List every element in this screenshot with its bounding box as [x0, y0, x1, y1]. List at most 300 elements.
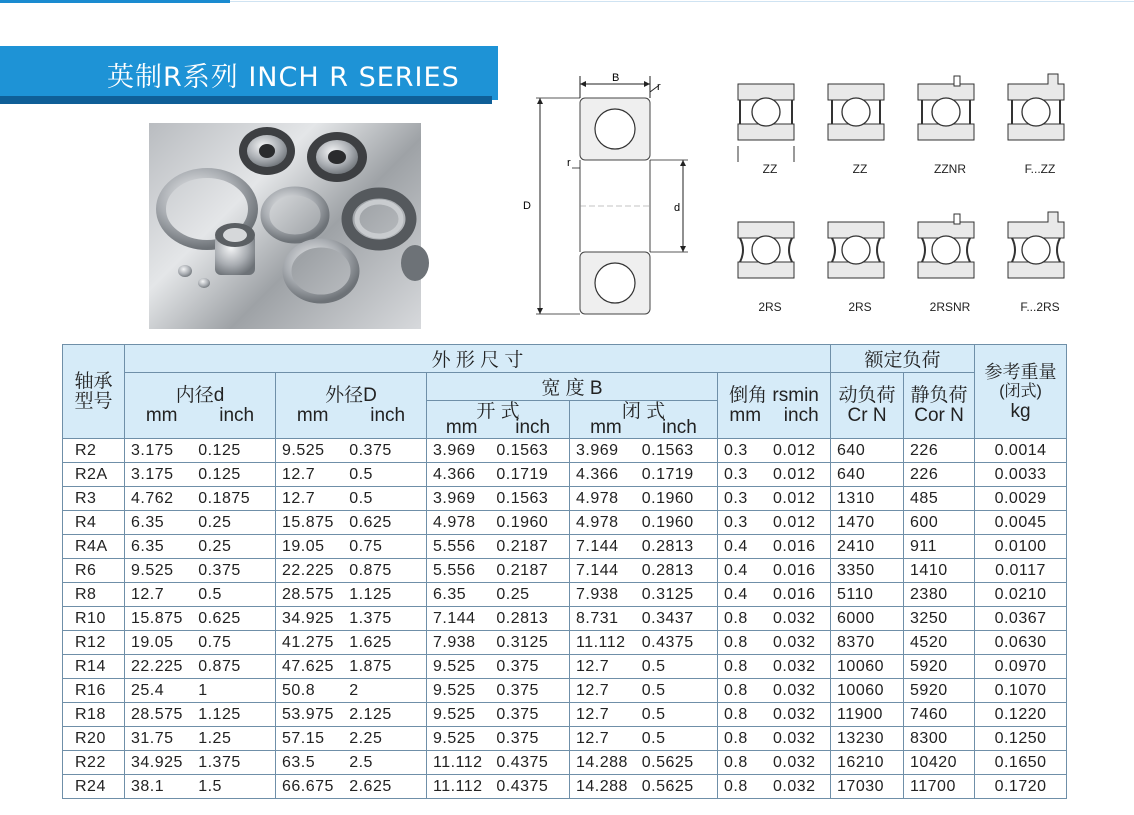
col-bore-unit-inch: inch — [219, 404, 255, 426]
cell-width-closed-mm: 12.7 — [576, 681, 610, 699]
cell-bore-mm: 12.7 — [131, 585, 165, 603]
label-r-side: r — [567, 157, 571, 169]
cell-width-closed — [570, 535, 718, 559]
table-row — [63, 463, 1067, 487]
col-chamfer-unit-inch: inch — [783, 404, 819, 426]
cell-outer-inch: 0.75 — [349, 537, 383, 555]
cell-width-closed-inch: 0.1960 — [641, 489, 694, 507]
cell-width-open-mm: 9.525 — [433, 657, 476, 675]
seal-label-4: F...ZZ — [1024, 162, 1056, 176]
label-r-top: r — [657, 81, 661, 93]
cell-width-closed-inch: 0.3125 — [641, 585, 694, 603]
cell-dynamic-load: 2410 — [831, 535, 904, 559]
cell-outer-mm: 66.675 — [282, 777, 334, 795]
cell-outer-inch: 0.5 — [349, 489, 373, 507]
cell-bore-inch: 1.25 — [198, 729, 232, 747]
top-rule-line — [230, 1, 1134, 2]
cell-chamfer — [718, 511, 831, 535]
cell-static-load: 4520 — [904, 631, 975, 655]
cell-static-load: 1410 — [904, 559, 975, 583]
cell-bore-inch: 0.375 — [198, 561, 241, 579]
cell-width-closed — [570, 775, 718, 799]
col-weight-line2: (闭式) — [999, 382, 1042, 400]
cell-width-open — [427, 463, 570, 487]
col-weight-unit: kg — [1010, 400, 1031, 422]
bearings-photo — [149, 123, 421, 329]
cell-width-open-mm: 3.969 — [433, 441, 476, 459]
cell-width-closed-inch: 0.2813 — [641, 537, 694, 555]
cell-dynamic-load: 8370 — [831, 631, 904, 655]
cell-bore — [125, 463, 276, 487]
cell-chamfer-mm: 0.4 — [724, 585, 748, 603]
cell-bore-inch: 0.875 — [198, 657, 241, 675]
col-dynamic-unit: Cr N — [847, 404, 887, 426]
cell-bore-mm: 6.35 — [131, 513, 165, 531]
table-row — [63, 439, 1067, 463]
top-rule — [0, 0, 1134, 3]
cell-width-closed-inch: 0.5 — [641, 729, 666, 747]
cell-width-open — [427, 703, 570, 727]
cell-dynamic-load: 16210 — [831, 751, 904, 775]
cell-chamfer — [718, 487, 831, 511]
cell-width-open — [427, 607, 570, 631]
cell-width-closed-mm: 14.288 — [576, 777, 628, 795]
cell-bore-mm: 9.525 — [131, 561, 174, 579]
cell-width-closed-mm: 7.938 — [576, 585, 619, 603]
cell-model: R2 — [63, 439, 125, 463]
cell-bore — [125, 583, 276, 607]
cell-bore — [125, 535, 276, 559]
top-rule-accent — [0, 0, 230, 3]
cell-outer-mm: 19.05 — [282, 537, 325, 555]
seal-type-2rs-1 — [730, 208, 810, 318]
cell-bore-inch: 0.25 — [198, 513, 232, 531]
cell-width-open-inch: 0.3125 — [496, 633, 549, 651]
table-row — [63, 511, 1067, 535]
col-width-closed-units — [570, 416, 717, 438]
cell-chamfer — [718, 535, 831, 559]
cell-static-load: 10420 — [904, 751, 975, 775]
cell-bore — [125, 775, 276, 799]
cell-width-closed-inch: 0.5 — [641, 657, 666, 675]
cell-bore-mm: 25.4 — [131, 681, 165, 699]
cell-outer-inch: 0.5 — [349, 465, 373, 483]
cell-width-closed — [570, 631, 718, 655]
cell-width-open — [427, 559, 570, 583]
cell-bore-inch: 1 — [198, 681, 208, 699]
cell-width-closed-mm: 4.366 — [576, 465, 619, 483]
cell-outer-mm: 63.5 — [282, 753, 316, 771]
label-d: d — [674, 202, 681, 214]
table-row — [63, 655, 1067, 679]
cell-weight: 0.0210 — [975, 583, 1067, 607]
cell-width-closed — [570, 703, 718, 727]
cell-width-open-mm: 7.144 — [433, 609, 476, 627]
col-outer — [276, 373, 427, 439]
spec-table — [62, 344, 1067, 799]
cell-width-open-inch: 0.1563 — [496, 489, 549, 507]
cell-outer-mm: 57.15 — [282, 729, 325, 747]
cell-static-load: 600 — [904, 511, 975, 535]
cell-chamfer — [718, 463, 831, 487]
cell-model: R22 — [63, 751, 125, 775]
cell-bore-mm: 22.225 — [131, 657, 183, 675]
cell-chamfer — [718, 775, 831, 799]
cell-outer — [276, 583, 427, 607]
cell-width-open-mm: 9.525 — [433, 729, 476, 747]
cell-chamfer — [718, 583, 831, 607]
cell-weight: 0.0970 — [975, 655, 1067, 679]
cell-dynamic-load: 17030 — [831, 775, 904, 799]
cell-chamfer — [718, 679, 831, 703]
col-chamfer — [718, 373, 831, 439]
cell-bore-mm: 19.05 — [131, 633, 174, 651]
cell-static-load: 7460 — [904, 703, 975, 727]
cell-chamfer-inch: 0.032 — [772, 729, 816, 747]
table-row — [63, 751, 1067, 775]
cell-width-open-mm: 6.35 — [433, 585, 467, 603]
cell-bore — [125, 679, 276, 703]
page-title: 英制R系列 INCH R SERIES — [107, 62, 460, 93]
cell-bore-mm: 31.75 — [131, 729, 174, 747]
cell-width-closed — [570, 511, 718, 535]
cell-width-open-mm: 9.525 — [433, 705, 476, 723]
cell-outer — [276, 775, 427, 799]
cell-static-load: 485 — [904, 487, 975, 511]
cell-width-open-inch: 0.375 — [496, 729, 539, 747]
cell-width-closed-mm: 7.144 — [576, 561, 619, 579]
cell-model: R2A — [63, 463, 125, 487]
cell-chamfer — [718, 703, 831, 727]
col-outer-unit-inch: inch — [370, 404, 406, 426]
cell-width-closed-inch: 0.1960 — [641, 513, 694, 531]
cell-outer-mm: 9.525 — [282, 441, 325, 459]
cell-width-open-inch: 0.375 — [496, 657, 539, 675]
cell-outer-inch: 1.375 — [349, 609, 392, 627]
cell-chamfer — [718, 751, 831, 775]
col-width-open-unit-mm: mm — [445, 416, 478, 438]
cell-bore-mm: 6.35 — [131, 537, 165, 555]
col-width-closed-unit-mm: mm — [590, 416, 622, 438]
cell-outer-inch: 2.625 — [349, 777, 392, 795]
cell-dynamic-load: 11900 — [831, 703, 904, 727]
cell-chamfer-inch: 0.032 — [772, 609, 816, 627]
cell-outer-inch: 1.625 — [349, 633, 392, 651]
cell-chamfer-inch: 0.032 — [772, 633, 816, 651]
cell-dynamic-load: 1470 — [831, 511, 904, 535]
cell-static-load: 5920 — [904, 679, 975, 703]
cell-width-closed — [570, 607, 718, 631]
label-B: B — [612, 72, 620, 84]
cell-outer — [276, 631, 427, 655]
cell-bore-mm: 38.1 — [131, 777, 165, 795]
cell-bore — [125, 511, 276, 535]
cell-chamfer-inch: 0.012 — [772, 441, 816, 459]
cell-outer — [276, 463, 427, 487]
col-outer-label: 外径D — [325, 384, 377, 406]
seal-label-6: 2RS — [848, 300, 872, 314]
col-chamfer-unit-mm: mm — [729, 404, 762, 426]
cell-width-closed-mm: 12.7 — [576, 657, 610, 675]
seal-type-f-zz — [1000, 70, 1080, 180]
cell-weight: 0.0014 — [975, 439, 1067, 463]
cell-outer — [276, 751, 427, 775]
cell-width-open-inch: 0.2187 — [496, 561, 549, 579]
cell-bore-inch: 1.125 — [198, 705, 241, 723]
col-static-label: 静负荷 — [910, 384, 968, 406]
bearing-cross-section-diagram — [520, 70, 681, 320]
cell-bore-mm: 3.175 — [131, 441, 174, 459]
cell-outer — [276, 439, 427, 463]
cell-outer — [276, 487, 427, 511]
cell-outer-inch: 1.125 — [349, 585, 392, 603]
cell-weight: 0.0117 — [975, 559, 1067, 583]
cell-width-closed-inch: 0.1563 — [641, 441, 694, 459]
cell-outer — [276, 535, 427, 559]
cell-width-open — [427, 631, 570, 655]
cell-model: R12 — [63, 631, 125, 655]
seal-type-2rsnr — [910, 208, 990, 318]
cell-width-closed-mm: 4.978 — [576, 489, 619, 507]
cell-width-open — [427, 487, 570, 511]
cell-model: R14 — [63, 655, 125, 679]
table-row — [63, 703, 1067, 727]
cell-outer-inch: 0.875 — [349, 561, 392, 579]
cell-width-open-mm: 3.969 — [433, 489, 476, 507]
cell-chamfer-mm: 0.4 — [724, 561, 748, 579]
cell-width-closed-mm: 14.288 — [576, 753, 628, 771]
cell-model: R16 — [63, 679, 125, 703]
seal-label-5: 2RS — [758, 300, 782, 314]
cell-width-open — [427, 775, 570, 799]
table-row — [63, 487, 1067, 511]
cell-bore-mm: 3.175 — [131, 465, 174, 483]
cell-width-closed-inch: 0.5625 — [641, 753, 694, 771]
cell-chamfer-mm: 0.3 — [724, 465, 748, 483]
seal-type-zz-2 — [820, 70, 900, 180]
cell-model: R4 — [63, 511, 125, 535]
cell-dynamic-load: 10060 — [831, 655, 904, 679]
table-row — [63, 559, 1067, 583]
col-width-open-label: 开 式 — [476, 400, 520, 422]
cell-outer — [276, 679, 427, 703]
cell-outer-inch: 2 — [349, 681, 359, 699]
cell-chamfer-inch: 0.032 — [772, 705, 816, 723]
cell-chamfer — [718, 559, 831, 583]
cell-width-open-inch: 0.4375 — [496, 753, 549, 771]
cell-model: R8 — [63, 583, 125, 607]
cell-width-closed-inch: 0.1719 — [641, 465, 694, 483]
cell-weight: 0.0045 — [975, 511, 1067, 535]
cell-outer-mm: 12.7 — [282, 465, 316, 483]
cell-outer-mm: 12.7 — [282, 489, 316, 507]
cell-bore — [125, 631, 276, 655]
cell-outer-mm: 47.625 — [282, 657, 334, 675]
col-model-line2: 型号 — [74, 390, 113, 412]
cell-weight: 0.1650 — [975, 751, 1067, 775]
cell-width-closed-inch: 0.5 — [641, 705, 666, 723]
table-row — [63, 631, 1067, 655]
label-D: D — [523, 200, 531, 212]
col-width-closed-unit-inch: inch — [662, 416, 697, 438]
cell-outer — [276, 511, 427, 535]
col-chamfer-label: 倒角 rsmin — [729, 384, 819, 406]
cell-dynamic-load: 640 — [831, 463, 904, 487]
cell-bore — [125, 439, 276, 463]
cell-width-closed-inch: 0.5 — [641, 681, 666, 699]
cell-dynamic-load: 6000 — [831, 607, 904, 631]
cell-dynamic-load: 1310 — [831, 487, 904, 511]
cell-static-load: 3250 — [904, 607, 975, 631]
cell-chamfer-inch: 0.012 — [772, 465, 816, 483]
seal-types-grid — [730, 70, 1100, 320]
cell-model: R10 — [63, 607, 125, 631]
cell-model: R4A — [63, 535, 125, 559]
seal-type-zz-1 — [730, 70, 810, 180]
cell-bore-mm: 4.762 — [131, 489, 174, 507]
cell-outer-mm: 53.975 — [282, 705, 334, 723]
cell-chamfer-inch: 0.032 — [772, 753, 816, 771]
seal-type-zznr — [910, 70, 990, 180]
cell-chamfer-inch: 0.016 — [772, 537, 816, 555]
cell-width-open-inch: 0.4375 — [496, 777, 549, 795]
col-bore-label: 内径d — [175, 384, 225, 406]
cell-outer — [276, 727, 427, 751]
cell-dynamic-load: 13230 — [831, 727, 904, 751]
cell-width-open-mm: 11.112 — [433, 777, 483, 795]
col-weight-line1: 参考重量 — [984, 361, 1057, 382]
cell-bore-inch: 1.375 — [198, 753, 241, 771]
cell-width-closed-mm: 4.978 — [576, 513, 619, 531]
cell-bore-inch: 0.5 — [198, 585, 222, 603]
cell-chamfer — [718, 631, 831, 655]
cell-outer-mm: 50.8 — [282, 681, 316, 699]
cell-width-open-mm: 7.938 — [433, 633, 476, 651]
cell-chamfer-inch: 0.032 — [772, 681, 816, 699]
cell-static-load: 8300 — [904, 727, 975, 751]
cell-width-open-mm: 4.978 — [433, 513, 476, 531]
cell-weight: 0.1070 — [975, 679, 1067, 703]
cell-width-open — [427, 727, 570, 751]
cell-static-load: 5920 — [904, 655, 975, 679]
col-outer-units — [276, 406, 426, 426]
col-width-open-unit-inch: inch — [515, 416, 551, 438]
cell-chamfer-inch: 0.032 — [772, 657, 816, 675]
cell-chamfer — [718, 439, 831, 463]
cell-static-load: 226 — [904, 439, 975, 463]
cell-width-open-inch: 0.1960 — [496, 513, 549, 531]
table-row — [63, 535, 1067, 559]
cell-bore — [125, 703, 276, 727]
cell-width-open-inch: 0.375 — [496, 705, 539, 723]
cell-width-closed — [570, 751, 718, 775]
cell-width-closed — [570, 583, 718, 607]
cell-chamfer-mm: 0.8 — [724, 753, 748, 771]
table-row — [63, 583, 1067, 607]
cell-width-open-inch: 0.1563 — [496, 441, 549, 459]
col-model — [63, 345, 125, 439]
cell-outer-inch: 2.125 — [349, 705, 392, 723]
cell-outer-mm: 34.925 — [282, 609, 334, 627]
cell-bore — [125, 751, 276, 775]
cell-chamfer-mm: 0.8 — [724, 705, 748, 723]
table-row — [63, 607, 1067, 631]
cell-outer-mm: 22.225 — [282, 561, 334, 579]
cell-width-open — [427, 679, 570, 703]
col-width-open-units — [427, 416, 569, 438]
cell-chamfer-inch: 0.012 — [772, 513, 816, 531]
cell-dynamic-load: 10060 — [831, 679, 904, 703]
cell-chamfer-mm: 0.4 — [724, 537, 748, 555]
cell-width-closed-mm: 12.7 — [576, 705, 610, 723]
cell-bore — [125, 655, 276, 679]
cell-width-closed-mm: 8.731 — [576, 609, 619, 627]
cell-outer-inch: 0.375 — [349, 441, 392, 459]
col-static-load — [904, 373, 975, 439]
cell-static-load: 11700 — [904, 775, 975, 799]
cell-width-open — [427, 511, 570, 535]
cell-width-closed-inch: 0.2813 — [641, 561, 694, 579]
col-bore-units — [125, 406, 275, 426]
cell-static-load: 2380 — [904, 583, 975, 607]
cell-dynamic-load: 5110 — [831, 583, 904, 607]
table-row — [63, 775, 1067, 799]
cell-model: R18 — [63, 703, 125, 727]
cell-bore — [125, 487, 276, 511]
cell-width-closed-mm: 3.969 — [576, 441, 619, 459]
cell-static-load: 226 — [904, 463, 975, 487]
cell-weight: 0.1220 — [975, 703, 1067, 727]
spec-table-wrap — [62, 344, 1066, 795]
cell-width-closed — [570, 487, 718, 511]
spec-table-header — [63, 345, 1067, 439]
col-group-width: 宽 度 B — [427, 373, 718, 401]
col-dynamic-label: 动负荷 — [838, 384, 896, 406]
cell-chamfer-mm: 0.3 — [724, 441, 748, 459]
cell-outer-inch: 2.25 — [349, 729, 383, 747]
cell-weight: 0.0029 — [975, 487, 1067, 511]
cell-width-open — [427, 535, 570, 559]
cell-outer-inch: 2.5 — [349, 753, 373, 771]
cell-chamfer-mm: 0.8 — [724, 729, 748, 747]
seal-label-8: F...2RS — [1020, 300, 1060, 314]
cell-outer-inch: 1.875 — [349, 657, 392, 675]
cell-width-closed — [570, 463, 718, 487]
col-group-rated-load: 额定负荷 — [831, 345, 975, 373]
table-row — [63, 727, 1067, 751]
cell-width-open — [427, 439, 570, 463]
cell-outer-mm: 15.875 — [282, 513, 334, 531]
cell-outer — [276, 607, 427, 631]
cell-model: R20 — [63, 727, 125, 751]
cell-width-open-inch: 0.2187 — [496, 537, 549, 555]
cell-model: R24 — [63, 775, 125, 799]
cell-width-closed — [570, 679, 718, 703]
cell-width-open — [427, 583, 570, 607]
cell-bore-inch: 1.5 — [198, 777, 222, 795]
cell-outer — [276, 703, 427, 727]
col-static-unit: Cor N — [914, 404, 964, 426]
cell-chamfer — [718, 655, 831, 679]
cell-width-closed-mm: 12.7 — [576, 729, 610, 747]
table-row — [63, 679, 1067, 703]
seal-label-2: ZZ — [852, 162, 868, 176]
cell-width-closed-inch: 0.4375 — [641, 633, 694, 651]
cell-model: R6 — [63, 559, 125, 583]
cell-width-open-inch: 0.1719 — [496, 465, 549, 483]
cell-model: R3 — [63, 487, 125, 511]
cell-chamfer-inch: 0.032 — [772, 777, 816, 795]
